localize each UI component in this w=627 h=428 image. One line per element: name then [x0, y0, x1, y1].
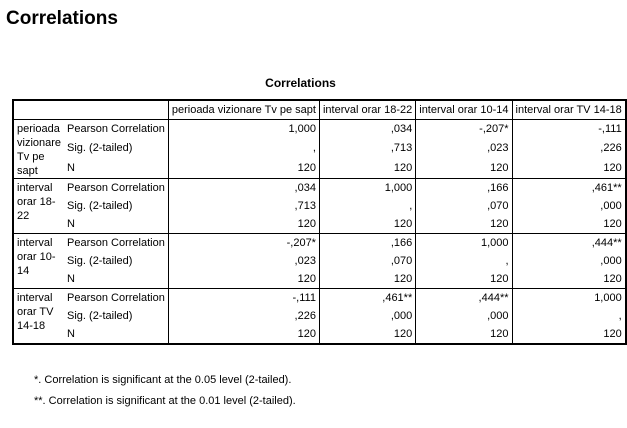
- cell-value: 120: [168, 215, 319, 234]
- column-header: perioada vizionare Tv pe sapt: [168, 100, 319, 120]
- cell-value: ,226: [168, 307, 319, 325]
- table-row: [13, 197, 626, 215]
- cell-value: 1,000: [416, 234, 512, 253]
- table-row: [13, 120, 626, 140]
- stat-label: N: [67, 161, 75, 174]
- cell-value: -,111: [512, 120, 626, 140]
- cell-value: ,023: [168, 252, 319, 270]
- cell-value: 120: [319, 159, 415, 179]
- cell-value: ,713: [168, 197, 319, 215]
- page-heading: Correlations: [6, 8, 118, 29]
- footnote: *. Correlation is significant at the 0.05 level (2-tailed).: [34, 374, 292, 386]
- stat-label: Sig. (2-tailed): [67, 142, 133, 155]
- cell-value: 120: [319, 215, 415, 234]
- cell-value: ,166: [319, 234, 415, 253]
- stat-label: N: [67, 273, 75, 285]
- table-row: [13, 252, 626, 270]
- cell-value: 1,000: [168, 120, 319, 140]
- cell-value: 1,000: [319, 179, 415, 198]
- cell-value: ,000: [512, 252, 626, 270]
- cell-value: ,034: [168, 179, 319, 198]
- cell-value: ,: [512, 307, 626, 325]
- cell-value: 120: [416, 159, 512, 179]
- cell-value: ,: [168, 139, 319, 158]
- stat-label: Sig. (2-tailed): [67, 255, 133, 267]
- cell-value: ,070: [416, 197, 512, 215]
- stat-label: Pearson Correlation: [64, 179, 168, 198]
- column-header: interval orar 10-14: [416, 100, 512, 120]
- cell-value: ,226: [512, 139, 626, 158]
- cell-value: 120: [416, 270, 512, 289]
- table-row: [13, 289, 626, 308]
- cell-value: ,070: [319, 252, 415, 270]
- stat-label: N: [67, 218, 75, 230]
- cell-value: ,444**: [416, 289, 512, 308]
- cell-value: -,207*: [168, 234, 319, 253]
- cell-value: 120: [512, 270, 626, 289]
- stat-label: Pearson Correlation: [64, 234, 168, 253]
- cell-value: -,207*: [416, 120, 512, 140]
- row-group-label: perioada vizionare Tv pe sapt: [13, 120, 64, 179]
- cell-value: 120: [416, 325, 512, 344]
- cell-value: ,713: [319, 139, 415, 158]
- cell-value: 120: [512, 215, 626, 234]
- row-group-label: interval orar 10-14: [13, 234, 64, 289]
- cell-value: ,: [416, 252, 512, 270]
- cell-value: ,461**: [512, 179, 626, 198]
- stat-label: N: [67, 328, 75, 340]
- stat-label: Pearson Correlation: [64, 289, 168, 308]
- cell-value: 120: [416, 215, 512, 234]
- stat-label: Sig. (2-tailed): [67, 310, 133, 322]
- table-row: [13, 325, 626, 344]
- cell-value: ,034: [319, 120, 415, 140]
- table-row: [13, 215, 626, 234]
- column-header: interval orar 18-22: [319, 100, 415, 120]
- header-corner: [13, 100, 168, 120]
- table-row: [13, 139, 626, 158]
- cell-value: 120: [168, 325, 319, 344]
- cell-value: ,000: [416, 307, 512, 325]
- cell-value: ,444**: [512, 234, 626, 253]
- cell-value: 120: [168, 270, 319, 289]
- table-row: [13, 159, 626, 179]
- column-header: interval orar TV 14-18: [512, 100, 626, 120]
- cell-value: ,: [319, 197, 415, 215]
- row-group-label: interval orar 18-22: [13, 179, 64, 234]
- cell-value: ,000: [512, 197, 626, 215]
- cell-value: 120: [168, 159, 319, 179]
- cell-value: -,111: [168, 289, 319, 308]
- cell-value: 120: [512, 325, 626, 344]
- table-row: [13, 270, 626, 289]
- cell-value: 1,000: [512, 289, 626, 308]
- table-row: [13, 307, 626, 325]
- cell-value: ,166: [416, 179, 512, 198]
- cell-value: 120: [512, 159, 626, 179]
- header-row: [13, 100, 626, 120]
- cell-value: ,023: [416, 139, 512, 158]
- stat-label: Sig. (2-tailed): [67, 200, 133, 212]
- footnote: **. Correlation is significant at the 0.01 level (2-tailed).: [34, 395, 296, 407]
- stat-label: Pearson Correlation: [64, 120, 168, 140]
- table-title: Correlations: [265, 76, 336, 90]
- table-row: [13, 234, 626, 253]
- cell-value: ,461**: [319, 289, 415, 308]
- correlations-table: [12, 99, 627, 345]
- cell-value: 120: [319, 270, 415, 289]
- cell-value: ,000: [319, 307, 415, 325]
- cell-value: 120: [319, 325, 415, 344]
- row-group-label: interval orar TV 14-18: [13, 289, 64, 345]
- table-row: [13, 179, 626, 198]
